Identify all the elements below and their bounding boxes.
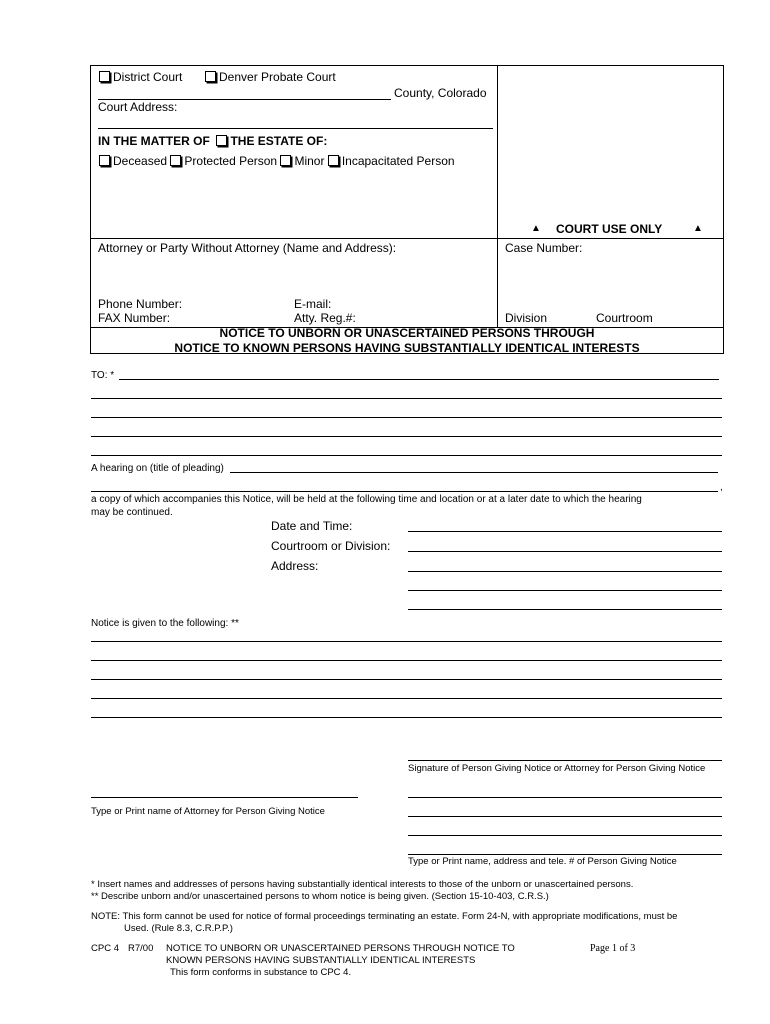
notice-blank[interactable] [91, 679, 722, 680]
to-blank[interactable] [119, 379, 719, 380]
footnote-star1: * Insert names and addresses of persons having substantially identical interests to those of the unborn or unascertained persons. [91, 879, 634, 890]
form-revision: R7/00 [128, 943, 154, 954]
address-label: Address: [271, 559, 319, 573]
caption-divider-h1 [90, 238, 724, 239]
incapacitated-checkbox[interactable] [328, 155, 339, 166]
address-blank[interactable] [408, 571, 722, 572]
atty-reg-label: Atty. Reg.#: [294, 311, 356, 325]
footer-title2: KNOWN PERSONS HAVING SUBSTANTIALLY IDENTICAL INTERESTS [166, 955, 476, 966]
form-title-line2: NOTICE TO KNOWN PERSONS HAVING SUBSTANTIALLY IDENTICAL INTERESTS [174, 341, 640, 355]
note-line1: NOTE: This form cannot be used for notice of formal proceedings terminating an estate. Form 24-N, with appropriate modifications, must be [91, 911, 678, 922]
person-info-blank[interactable] [408, 797, 722, 798]
court-use-only-label: COURT USE ONLY [556, 222, 663, 236]
footnote-star2: ** Describe unborn and/or unascertained persons to whom notice is being given. (Section 15-10-403, C.R.S.) [91, 891, 549, 902]
address-blank[interactable] [408, 590, 722, 591]
estate-of-label: THE ESTATE OF: [230, 134, 328, 148]
notice-given-label: Notice is given to the following: ** [91, 618, 239, 629]
page-number: Page 1 of 3 [590, 943, 636, 954]
form-title-line1: NOTICE TO UNBORN OR UNASCERTAINED PERSONS THROUGH [219, 326, 595, 340]
deceased-label: Deceased [113, 154, 168, 168]
notice-blank[interactable] [91, 717, 722, 718]
notice-blank[interactable] [91, 660, 722, 661]
hearing-label: A hearing on (title of pleading) [91, 463, 224, 474]
hearing-comma: , [720, 482, 723, 493]
email-label: E-mail: [294, 297, 332, 311]
courtroom-division-blank[interactable] [408, 551, 722, 552]
in-the-matter-label: IN THE MATTER OF [98, 134, 210, 148]
estate-checkbox[interactable] [216, 135, 227, 146]
incapacitated-label: Incapacitated Person [341, 154, 455, 168]
court-address-label: Court Address: [98, 100, 178, 114]
denver-probate-checkbox[interactable] [205, 71, 216, 82]
to-blank[interactable] [91, 417, 722, 418]
person-info-blank[interactable] [408, 835, 722, 836]
date-time-blank[interactable] [408, 531, 722, 532]
note-line2: Used. (Rule 8.3, C.R.P.P.) [124, 923, 233, 934]
date-time-label: Date and Time: [271, 519, 353, 533]
to-label: TO: * [91, 370, 115, 381]
case-number-label: Case Number: [505, 241, 583, 255]
copy-text-2: may be continued. [91, 507, 173, 518]
attorney-name-blank[interactable] [91, 797, 358, 798]
courtroom-label: Courtroom [596, 311, 653, 325]
copy-text-1: a copy of which accompanies this Notice, will be held at the following time and location or at a later date to which the hearing [91, 494, 642, 505]
protected-person-checkbox[interactable] [170, 155, 181, 166]
courtroom-division-label: Courtroom or Division: [271, 539, 391, 553]
notice-blank[interactable] [91, 641, 722, 642]
arrow-up-icon: ▲ [531, 223, 541, 234]
person-info-blank[interactable] [408, 854, 722, 855]
deceased-checkbox[interactable] [99, 155, 110, 166]
signature-label: Signature of Person Giving Notice or Attorney for Person Giving Notice [408, 763, 706, 774]
to-blank[interactable] [91, 436, 722, 437]
hearing-blank[interactable] [91, 491, 718, 492]
protected-person-label: Protected Person [184, 154, 278, 168]
person-info-blank[interactable] [408, 816, 722, 817]
to-blank[interactable] [91, 455, 722, 456]
hearing-blank[interactable] [230, 472, 718, 473]
minor-checkbox[interactable] [280, 155, 291, 166]
to-blank[interactable] [91, 398, 722, 399]
signature-blank[interactable] [408, 760, 722, 761]
attorney-name-label: Type or Print name of Attorney for Person Giving Notice [91, 806, 325, 817]
minor-label: Minor [294, 154, 325, 168]
notice-blank[interactable] [91, 698, 722, 699]
address-blank[interactable] [408, 609, 722, 610]
phone-label: Phone Number: [98, 297, 183, 311]
footer-conforms: This form conforms in substance to CPC 4. [170, 967, 352, 978]
person-info-label: Type or Print name, address and tele. # of Person Giving Notice [408, 856, 677, 867]
district-court-label: District Court [113, 70, 183, 84]
division-label: Division [505, 311, 548, 325]
form-id: CPC 4 [91, 943, 119, 954]
fax-label: FAX Number: [98, 311, 171, 325]
county-label: County, Colorado [394, 86, 487, 100]
denver-probate-label: Denver Probate Court [219, 70, 336, 84]
court-address-blank[interactable] [98, 128, 493, 129]
district-court-checkbox[interactable] [99, 71, 110, 82]
arrow-up-icon: ▲ [693, 223, 703, 234]
caption-divider [497, 65, 498, 327]
footer-title1: NOTICE TO UNBORN OR UNASCERTAINED PERSONS THROUGH NOTICE TO [166, 943, 515, 954]
attorney-label: Attorney or Party Without Attorney (Name and Address): [98, 241, 397, 255]
